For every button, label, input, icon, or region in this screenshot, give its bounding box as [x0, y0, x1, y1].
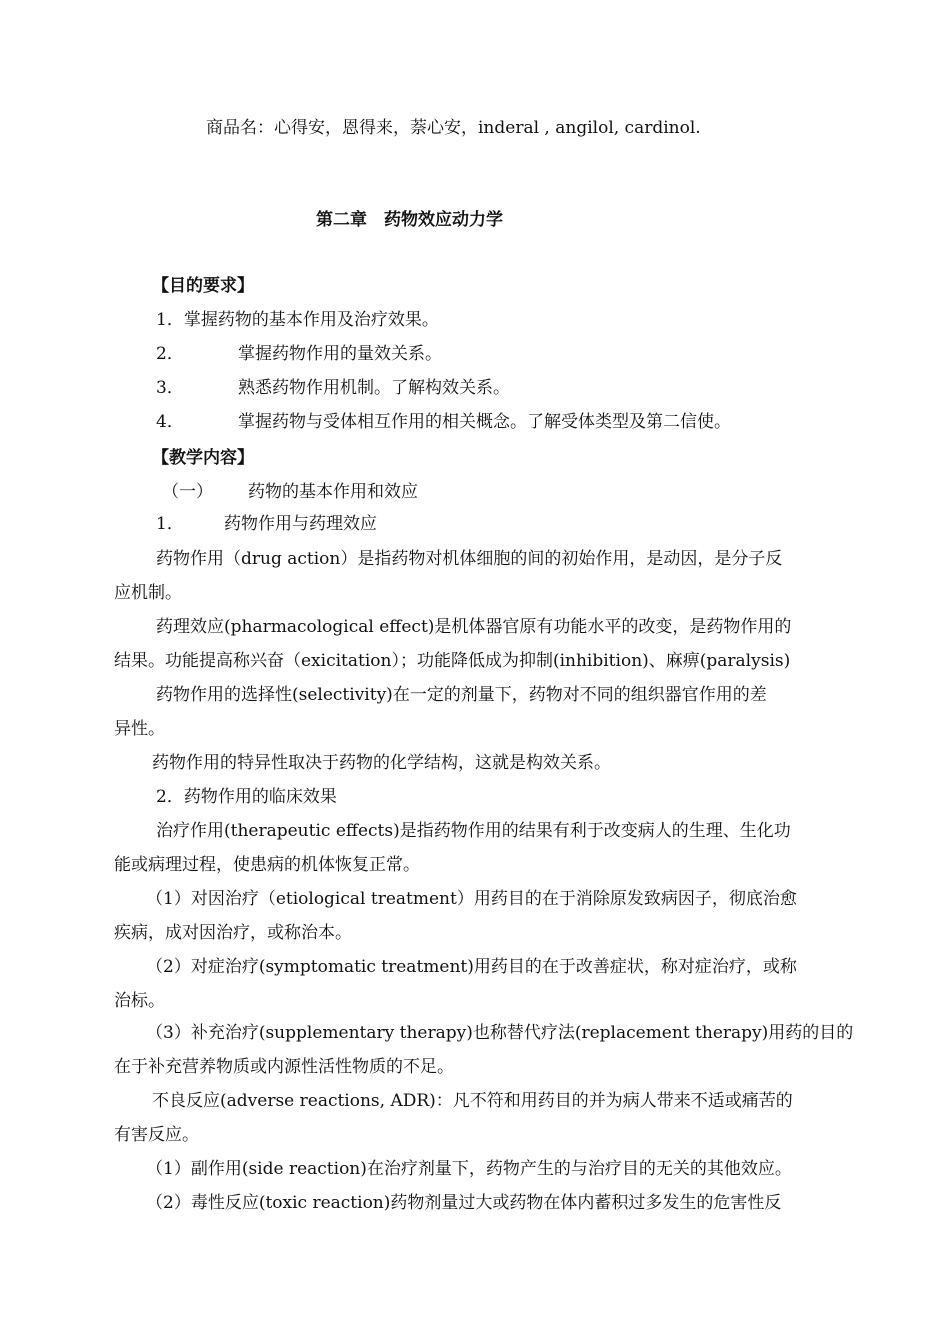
paragraph-adverse-reactions-l1: 不良反应(adverse reactions, ADR)：凡不符和用药目的并为病人带来不适或痛苦的 — [152, 1091, 793, 1111]
paragraph-pharmacological-effect-l2: 结果。功能提高称兴奋（exicitation）；功能降低成为抑制(inhibition)、麻痹(paralysis) — [114, 651, 791, 671]
section-1-heading — [162, 480, 418, 504]
objective-text: 掌握药物与受体相互作用的相关概念。了解受体类型及第二信使。 — [238, 412, 731, 432]
paragraph-selectivity-l2: 异性。 — [114, 719, 165, 739]
paragraph-therapeutic-effects-l1: 治疗作用(therapeutic effects)是指药物作用的结果有利于改变病人的生理、生化功 — [156, 821, 791, 841]
paragraph-drug-action-l1: 药物作用（drug action）是指药物对机体细胞的间的初始作用，是动因，是分子反 — [156, 549, 783, 569]
paragraph-selectivity-l1: 药物作用的选择性(selectivity)在一定的剂量下，药物对不同的组织器官作用的差 — [156, 685, 767, 705]
paragraph-side-reaction: （1）副作用(side reaction)在治疗剂量下，药物产生的与治疗目的无关的其他效应。 — [146, 1159, 792, 1179]
paragraph-etiological-l2: 疾病，成对因治疗，或称治本。 — [114, 923, 352, 943]
objective-item-4 — [156, 410, 731, 434]
paragraph-etiological-l1: （1）对因治疗（etiological treatment）用药目的在于消除原发致病因子，彻底治愈 — [146, 889, 797, 909]
paragraph-adverse-reactions-l2: 有害反应。 — [114, 1125, 199, 1145]
paragraph-drug-action-l2: 应机制。 — [114, 583, 182, 603]
objective-text: 掌握药物作用的量效关系。 — [238, 344, 442, 364]
subsection-2-heading: 2．药物作用的临床效果 — [156, 787, 337, 807]
section-text: 药物的基本作用和效应 — [248, 482, 418, 502]
paragraph-specificity: 药物作用的特异性取决于药物的化学结构，这就是构效关系。 — [152, 753, 611, 773]
objective-text: 掌握药物的基本作用及治疗效果。 — [183, 310, 439, 330]
paragraph-pharmacological-effect-l1: 药理效应(pharmacological effect)是机体器官原有功能水平的改变，是药物作用的 — [156, 617, 792, 637]
paragraph-supplementary-l1: （3）补充治疗(supplementary therapy)也称替代疗法(replacement therapy)用药的目的 — [146, 1023, 854, 1043]
objective-item-1 — [156, 308, 439, 332]
paragraph-toxic-reaction: （2）毒性反应(toxic reaction)药物剂量过大或药物在体内蓄积过多发生的危害性反 — [146, 1193, 782, 1213]
trade-name-line: 商品名：心得安，恩得来，萘心安，inderal , angilol, cardinol. — [206, 118, 701, 138]
paragraph-symptomatic-l1: （2）对症治疗(symptomatic treatment)用药目的在于改善症状，称对症治疗，或称 — [146, 957, 797, 977]
objective-item-2 — [156, 342, 442, 366]
objective-num: 2． — [156, 344, 184, 364]
chapter-title: 第二章 药物效应动力学 — [316, 210, 503, 230]
paragraph-therapeutic-effects-l2: 能或病理过程，使患病的机体恢复正常。 — [114, 855, 420, 875]
objective-num: 4． — [156, 412, 184, 432]
objective-text: 熟悉药物作用机制。了解构效关系。 — [238, 378, 510, 398]
objectives-heading: 【目的要求】 — [152, 276, 254, 296]
subsection-1-heading — [156, 512, 377, 536]
objective-num: 1． — [156, 310, 184, 330]
subsection-text: 药物作用与药理效应 — [224, 514, 377, 534]
paragraph-supplementary-l2: 在于补充营养物质或内源性活性物质的不足。 — [114, 1057, 454, 1077]
paragraph-symptomatic-l2: 治标。 — [114, 991, 165, 1011]
objective-item-3 — [156, 376, 510, 400]
section-num: （一） — [162, 482, 213, 502]
subsection-num: 1． — [156, 514, 184, 534]
content-heading: 【教学内容】 — [152, 448, 254, 468]
objective-num: 3． — [156, 378, 184, 398]
